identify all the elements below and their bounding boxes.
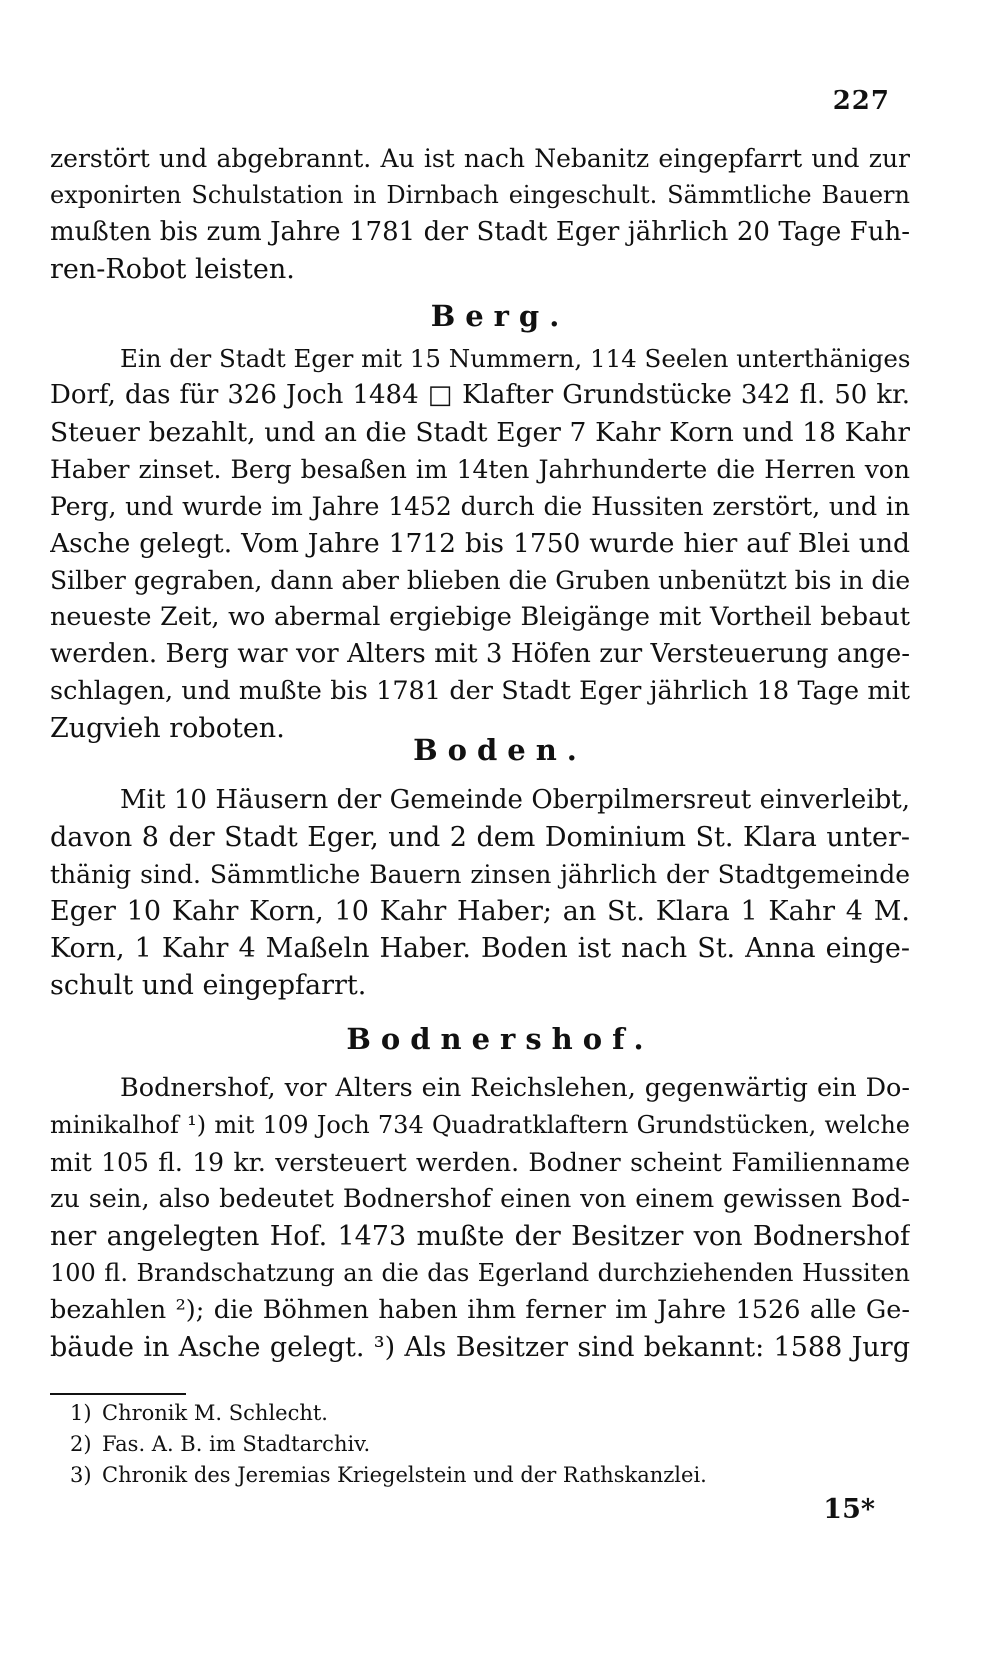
text-line: Zugvieh roboten.	[50, 713, 285, 744]
text-line: schult und eingepfarrt.	[50, 970, 367, 1001]
footnote-number: 2)	[70, 1432, 92, 1456]
page-number: 227	[832, 86, 890, 116]
text-line: schlagen, und mußte bis 1781 der Stadt Eger jährlich 18 Tage mit	[50, 676, 910, 706]
text-line: Korn, 1 Kahr 4 Maßeln Haber. Boden ist nach St. Anna einge-	[50, 933, 910, 964]
footnote	[70, 1460, 770, 1491]
footnotes	[70, 1398, 770, 1491]
text-line: minikalhof ¹) mit 109 Joch 734 Quadratklaftern Grundstücken, welche	[50, 1111, 910, 1139]
text-line: Haber zinset. Berg besaßen im 14ten Jahrhunderte die Herren von	[50, 455, 910, 484]
footnote-text: Chronik des Jeremias Kriegelstein und der Rathskanzlei.	[102, 1463, 707, 1487]
text-line: Steuer bezahlt, und an die Stadt Eger 7 Kahr Korn und 18 Kahr	[50, 417, 910, 448]
footnote-text: Fas. A. B. im Stadtarchiv.	[102, 1432, 371, 1456]
text-line: Mit 10 Häusern der Gemeinde Oberpilmersreut einverleibt,	[120, 785, 910, 815]
text-line: thänig sind. Sämmtliche Bauern zinsen jährlich der Stadtgemeinde	[50, 860, 910, 889]
text-line: bezahlen ²); die Böhmen haben ihm ferner im Jahre 1526 alle Ge-	[50, 1295, 910, 1325]
text-line: Dorf, das für 326 Joch 1484 □ Klafter Grundstücke 342 fl. 50 kr.	[50, 380, 910, 410]
section-paragraph-bodnershof	[50, 1070, 910, 1366]
section-heading-bodnershof: Bodnershof.	[346, 1022, 654, 1056]
text-line: bäude in Asche gelegt. ³) Als Besitzer sind bekannt: 1588 Jurg	[50, 1332, 910, 1363]
text-line: Eger 10 Kahr Korn, 10 Kahr Haber; an St. Klara 1 Kahr 4 M.	[50, 896, 910, 927]
text-line: neueste Zeit, wo abermal ergiebige Bleigänge mit Vortheil bebaut	[50, 602, 910, 632]
section-heading-boden: Boden.	[413, 733, 587, 767]
section-paragraph-berg	[50, 340, 910, 747]
footnote-text: Chronik M. Schlecht.	[102, 1401, 328, 1425]
footnote-number: 3)	[70, 1463, 92, 1487]
text-line: ner angelegten Hof. 1473 mußte der Besitzer von Bodnershof	[50, 1221, 910, 1252]
text-line: davon 8 der Stadt Eger, und 2 dem Dominium St. Klara unter-	[50, 822, 910, 853]
text-line: Perg, und wurde im Jahre 1452 durch die Hussiten zerstört, und in	[50, 492, 910, 521]
text-line: ren-Robot leisten.	[50, 254, 295, 285]
text-line: 100 fl. Brandschatzung an die das Egerland durchziehenden Hussiten	[50, 1259, 910, 1287]
footnote-divider	[50, 1393, 186, 1395]
section-heading-berg: Berg.	[430, 299, 570, 333]
text-line: zerstört und abgebrannt. Au ist nach Nebanitz eingepfarrt und zur	[50, 144, 910, 173]
text-line: Bodnershof, vor Alters ein Reichslehen, gegenwärtig ein Do-	[120, 1073, 910, 1103]
text-line: exponirten Schulstation in Dirnbach eingeschult. Sämmtliche Bauern	[50, 181, 910, 209]
text-line: mit 105 fl. 19 kr. versteuert werden. Bodner scheint Familienname	[50, 1148, 910, 1177]
footnote	[70, 1398, 770, 1429]
footnote	[70, 1429, 770, 1460]
text-line: werden. Berg war vor Alters mit 3 Höfen zur Versteuerung ange-	[50, 639, 910, 669]
footnote-number: 1)	[70, 1401, 92, 1425]
intro-paragraph	[50, 140, 910, 288]
signature-mark: 15*	[823, 1494, 875, 1525]
text-line: mußten bis zum Jahre 1781 der Stadt Eger jährlich 20 Tage Fuh-	[50, 217, 910, 247]
text-line: Asche gelegt. Vom Jahre 1712 bis 1750 wurde hier auf Blei und	[50, 528, 910, 559]
text-line: Ein der Stadt Eger mit 15 Nummern, 114 Seelen unterthäniges	[120, 344, 910, 373]
text-line: zu sein, also bedeutet Bodnershof einen von einem gewissen Bod-	[50, 1184, 910, 1214]
section-paragraph-boden	[50, 782, 910, 1004]
text-line: Silber gegraben, dann aber blieben die Gruben unbenützt bis in die	[50, 566, 910, 595]
